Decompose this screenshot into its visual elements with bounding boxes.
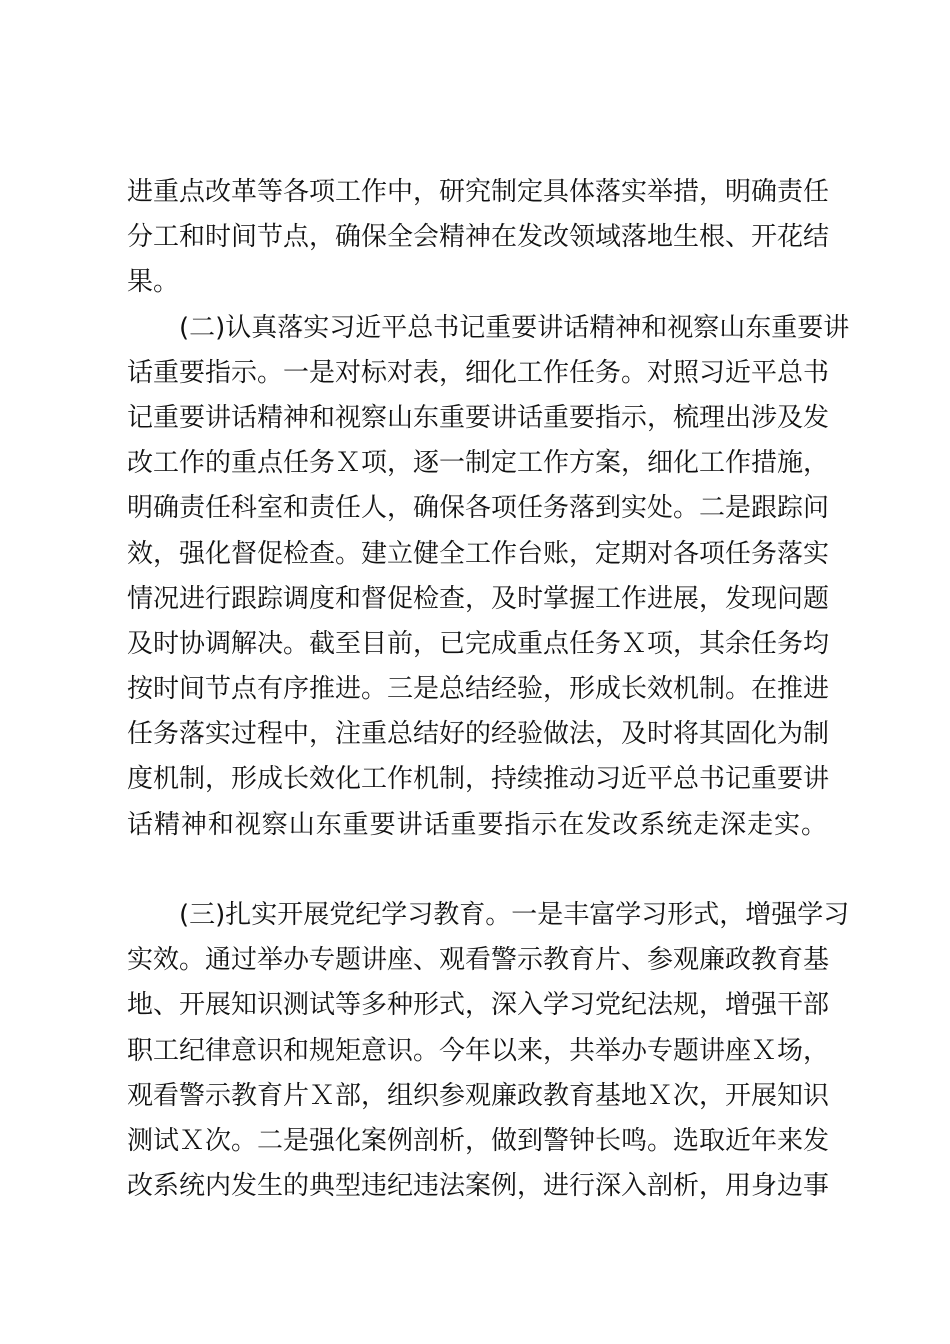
paragraph-section-2 (127, 306, 850, 893)
paragraph-continuation (127, 170, 830, 306)
text-line (127, 848, 827, 893)
text-line: 测试Ｘ次。二是强化案例剖析，做到警钟长鸣。选取近年来发 (127, 1125, 830, 1156)
text-line: 任务落实过程中，注重总结好的经验做法，及时将其固化为制 (127, 719, 830, 750)
document-body (127, 170, 850, 1209)
text-line: 情况进行跟踪调度和督促检查，及时掌握工作进展，发现问题 (127, 583, 830, 614)
text-line: 改工作的重点任务Ｘ项，逐一制定工作方案，细化工作措施， (127, 448, 830, 479)
text-line: 及时协调解决。截至目前，已完成重点任务Ｘ项，其余任务均 (127, 628, 830, 659)
paragraph-section-3 (127, 893, 850, 1209)
text-line: 明确责任科室和责任人，确保各项任务落到实处。二是跟踪问 (127, 493, 830, 524)
text-line: 果。 (127, 267, 180, 298)
text-line: 记重要讲话精神和视察山东重要讲话重要指示，梳理出涉及发 (127, 402, 830, 433)
section-heading-line: (三)扎实开展党纪学习教育。一是丰富学习形式，增强学习 (179, 900, 850, 930)
text-line: 话重要指示。一是对标对表，细化工作任务。对照习近平总书 (127, 357, 830, 388)
text-line: 观看警示教育片Ｘ部，组织参观廉政教育基地Ｘ次，开展知识 (127, 1080, 830, 1111)
text-line: 地、开展知识测试等多种形式，深入学习党纪法规，增强干部 (127, 990, 830, 1021)
text-line: 效，强化督促检查。建立健全工作台账，定期对各项任务落实 (127, 538, 830, 569)
text-line: 分工和时间节点，确保全会精神在发改领域落地生根、开花结 (127, 222, 830, 253)
text-line: 改系统内发生的典型违纪违法案例，进行深入剖析，用身边事 (127, 1171, 830, 1202)
section-heading-line: (二)认真落实习近平总书记重要讲话精神和视察山东重要讲 (179, 312, 850, 343)
text-line: 实效。通过举办专题讲座、观看警示教育片、参观廉政教育基 (127, 945, 830, 976)
text-line: 职工纪律意识和规矩意识。今年以来，共举办专题讲座Ｘ场， (127, 1035, 830, 1066)
text-line: 话精神和视察山东重要讲话重要指示在发改系统走深走实。 (127, 809, 827, 840)
text-line: 进重点改革等各项工作中，研究制定具体落实举措，明确责任 (127, 177, 830, 207)
text-line: 度机制，形成长效化工作机制，持续推动习近平总书记重要讲 (127, 764, 830, 795)
text-line: 按时间节点有序推进。三是总结经验，形成长效机制。在推进 (127, 674, 830, 705)
